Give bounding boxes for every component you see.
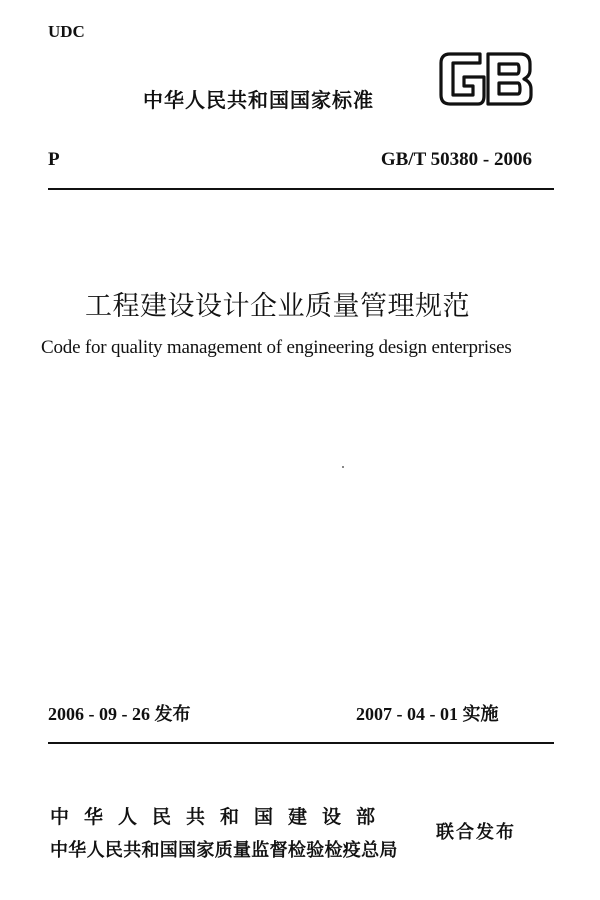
top-divider — [48, 188, 554, 190]
gb-logo — [438, 50, 534, 108]
scan-speck — [342, 466, 344, 468]
standard-number: GB/T 50380 - 2006 — [380, 149, 532, 170]
title-english: Code for quality management of engineering design enterprises — [41, 337, 512, 358]
issue-date: 2006 - 09 - 26 发布 — [48, 704, 191, 724]
bottom-divider — [48, 742, 554, 744]
issuing-authority-ministry: 中华人民共和国建设部 — [50, 806, 391, 828]
classification-code: P — [48, 149, 60, 170]
title-chinese: 工程建设设计企业质量管理规范 — [85, 291, 470, 322]
joint-issue-label: 联合发布 — [436, 822, 516, 843]
national-standard-heading: 中华人民共和国国家标准 — [143, 88, 374, 112]
udc-label: UDC — [48, 22, 85, 41]
implementation-date: 2007 - 04 - 01 实施 — [356, 704, 499, 724]
issuing-authority-aqsiq: 中华人民共和国国家质量监督检验检疫总局 — [50, 840, 398, 861]
